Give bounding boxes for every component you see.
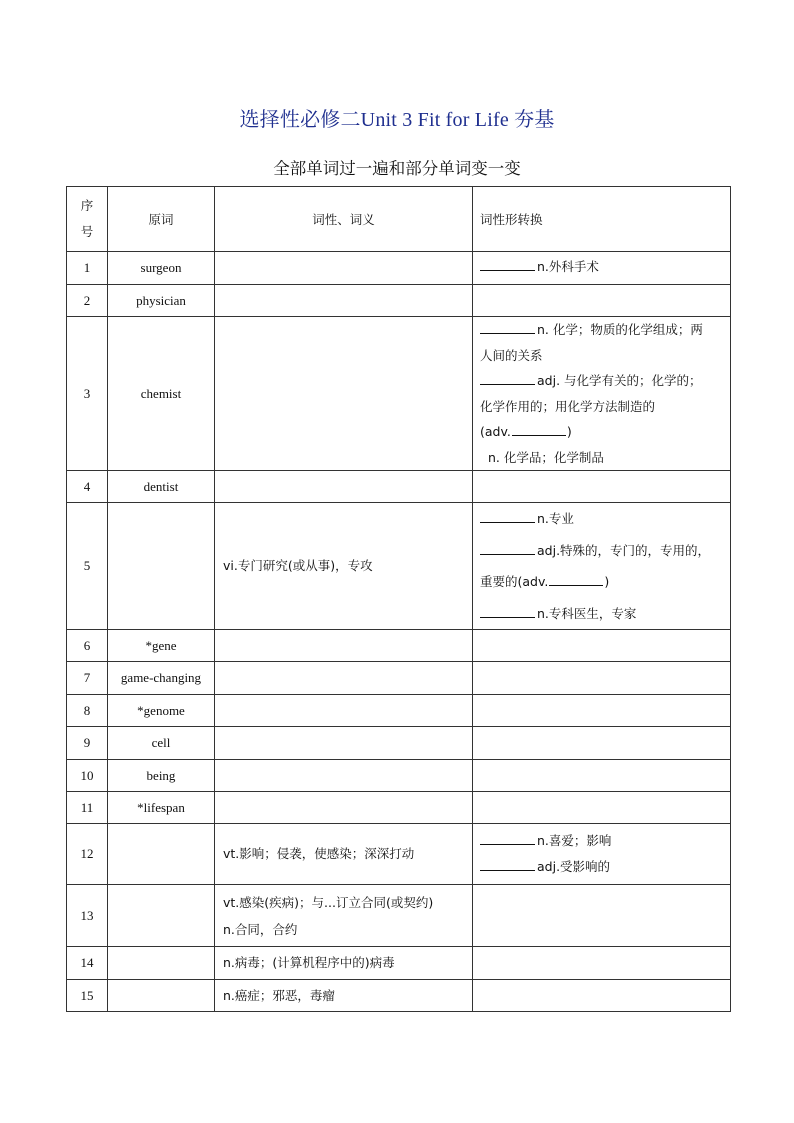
table-row — [67, 947, 731, 980]
header-transform: 词性形转换 — [473, 187, 731, 252]
row-word: dentist — [108, 471, 215, 503]
row-word[interactable] — [108, 947, 215, 980]
table-row — [67, 252, 731, 285]
row-meaning: n.癌症；邪恶，毒瘤 — [215, 980, 473, 1012]
row-meaning[interactable] — [215, 792, 473, 824]
row-word: being — [108, 760, 215, 792]
table-row — [67, 317, 731, 471]
row-number: 14 — [67, 947, 108, 980]
table-row — [67, 727, 731, 760]
header-meaning: 词性、词义 — [215, 187, 473, 252]
row-number: 5 — [67, 503, 108, 630]
row-transform — [473, 252, 731, 285]
row-word[interactable] — [108, 980, 215, 1012]
row-number: 4 — [67, 471, 108, 503]
answer-blank[interactable] — [480, 320, 535, 334]
row-number: 10 — [67, 760, 108, 792]
row-number: 9 — [67, 727, 108, 760]
transform-text: ) — [566, 424, 572, 439]
row-meaning[interactable] — [215, 630, 473, 662]
row-word: game-changing — [108, 662, 215, 695]
transform-text: n.专科医生，专家 — [537, 605, 637, 621]
transform-text: n.喜爱；影响 — [537, 833, 612, 848]
table-row — [67, 503, 731, 630]
transform-text: n. 化学品；化学制品 — [480, 449, 604, 465]
transform-text: 人间的关系 — [480, 347, 543, 363]
row-number: 7 — [67, 662, 108, 695]
table-row — [67, 630, 731, 662]
page-title: 选择性必修二Unit 3 Fit for Life 夯基 — [239, 109, 555, 131]
transform-text: adj.特殊的，专门的，专用的， — [537, 542, 711, 558]
transform-text: n.专业 — [537, 511, 574, 526]
answer-blank[interactable] — [549, 572, 603, 586]
page-subtitle: 全部单词过一遍和部分单词变一变 — [273, 159, 521, 178]
row-meaning[interactable] — [215, 285, 473, 317]
row-word: *gene — [108, 630, 215, 662]
table-row — [67, 824, 731, 885]
table-row — [67, 792, 731, 824]
answer-blank[interactable] — [480, 831, 535, 845]
row-transform[interactable] — [473, 885, 731, 947]
row-number: 15 — [67, 980, 108, 1012]
transform-text: 化学作用的；用化学方法制造的 — [480, 398, 656, 414]
meaning-text: n.合同，合约 — [223, 921, 298, 937]
row-transform[interactable] — [473, 695, 731, 727]
row-transform[interactable] — [473, 285, 731, 317]
row-transform — [473, 503, 731, 630]
transform-text: ) — [604, 574, 610, 589]
row-word[interactable] — [108, 824, 215, 885]
row-transform[interactable] — [473, 630, 731, 662]
row-meaning[interactable] — [215, 662, 473, 695]
table-row — [67, 662, 731, 695]
row-number: 11 — [67, 792, 108, 824]
row-number: 12 — [67, 824, 108, 885]
table-row — [67, 695, 731, 727]
row-word: surgeon — [108, 252, 215, 285]
answer-blank[interactable] — [512, 422, 566, 436]
row-word: *lifespan — [108, 792, 215, 824]
meaning-text: vt.感染(疾病)；与...订立合同(或契约) — [223, 894, 434, 910]
table-row — [67, 471, 731, 503]
row-number: 13 — [67, 885, 108, 947]
header-seq-line2: 号 — [80, 224, 94, 239]
row-transform[interactable] — [473, 947, 731, 980]
answer-blank[interactable] — [480, 857, 535, 871]
row-word[interactable] — [108, 503, 215, 630]
transform-text: adj. 与化学有关的；化学的； — [537, 373, 702, 388]
transform-text: adj.受影响的 — [537, 859, 611, 874]
row-transform[interactable] — [473, 727, 731, 760]
table-header-row — [67, 187, 731, 252]
row-transform — [473, 317, 731, 471]
row-meaning[interactable] — [215, 695, 473, 727]
row-transform[interactable] — [473, 760, 731, 792]
answer-blank[interactable] — [480, 371, 535, 385]
row-meaning — [215, 885, 473, 947]
row-number: 2 — [67, 285, 108, 317]
row-meaning[interactable] — [215, 317, 473, 471]
answer-blank[interactable] — [480, 604, 535, 618]
answer-blank[interactable] — [480, 257, 535, 271]
row-meaning[interactable] — [215, 760, 473, 792]
row-word: *genome — [108, 695, 215, 727]
row-number: 1 — [67, 252, 108, 285]
row-transform[interactable] — [473, 980, 731, 1012]
row-transform — [473, 824, 731, 885]
header-seq — [67, 187, 108, 252]
row-word: physician — [108, 285, 215, 317]
row-meaning: n.病毒；(计算机程序中的)病毒 — [215, 947, 473, 980]
row-meaning: vt.影响；侵袭，使感染；深深打动 — [215, 824, 473, 885]
table-row — [67, 885, 731, 947]
row-word: chemist — [108, 317, 215, 471]
table-row — [67, 980, 731, 1012]
transform-text: n.外科手术 — [537, 259, 599, 274]
answer-blank[interactable] — [480, 541, 535, 555]
table-row — [67, 760, 731, 792]
transform-text: (adv. — [480, 424, 511, 439]
row-meaning[interactable] — [215, 252, 473, 285]
vocabulary-table — [66, 186, 731, 1012]
transform-text: n. 化学；物质的化学组成；两 — [537, 322, 703, 337]
row-meaning[interactable] — [215, 727, 473, 760]
answer-blank[interactable] — [480, 509, 535, 523]
table-row — [67, 285, 731, 317]
row-transform[interactable] — [473, 471, 731, 503]
header-seq-line1: 序 — [80, 198, 94, 213]
transform-text: 重要的(adv. — [480, 574, 549, 589]
header-word: 原词 — [108, 187, 215, 252]
row-number: 8 — [67, 695, 108, 727]
row-word[interactable] — [108, 885, 215, 947]
row-word: cell — [108, 727, 215, 760]
row-transform[interactable] — [473, 792, 731, 824]
row-transform[interactable] — [473, 662, 731, 695]
row-meaning[interactable] — [215, 471, 473, 503]
row-number: 3 — [67, 317, 108, 471]
row-meaning: vi.专门研究(或从事)，专攻 — [215, 503, 473, 630]
row-number: 6 — [67, 630, 108, 662]
